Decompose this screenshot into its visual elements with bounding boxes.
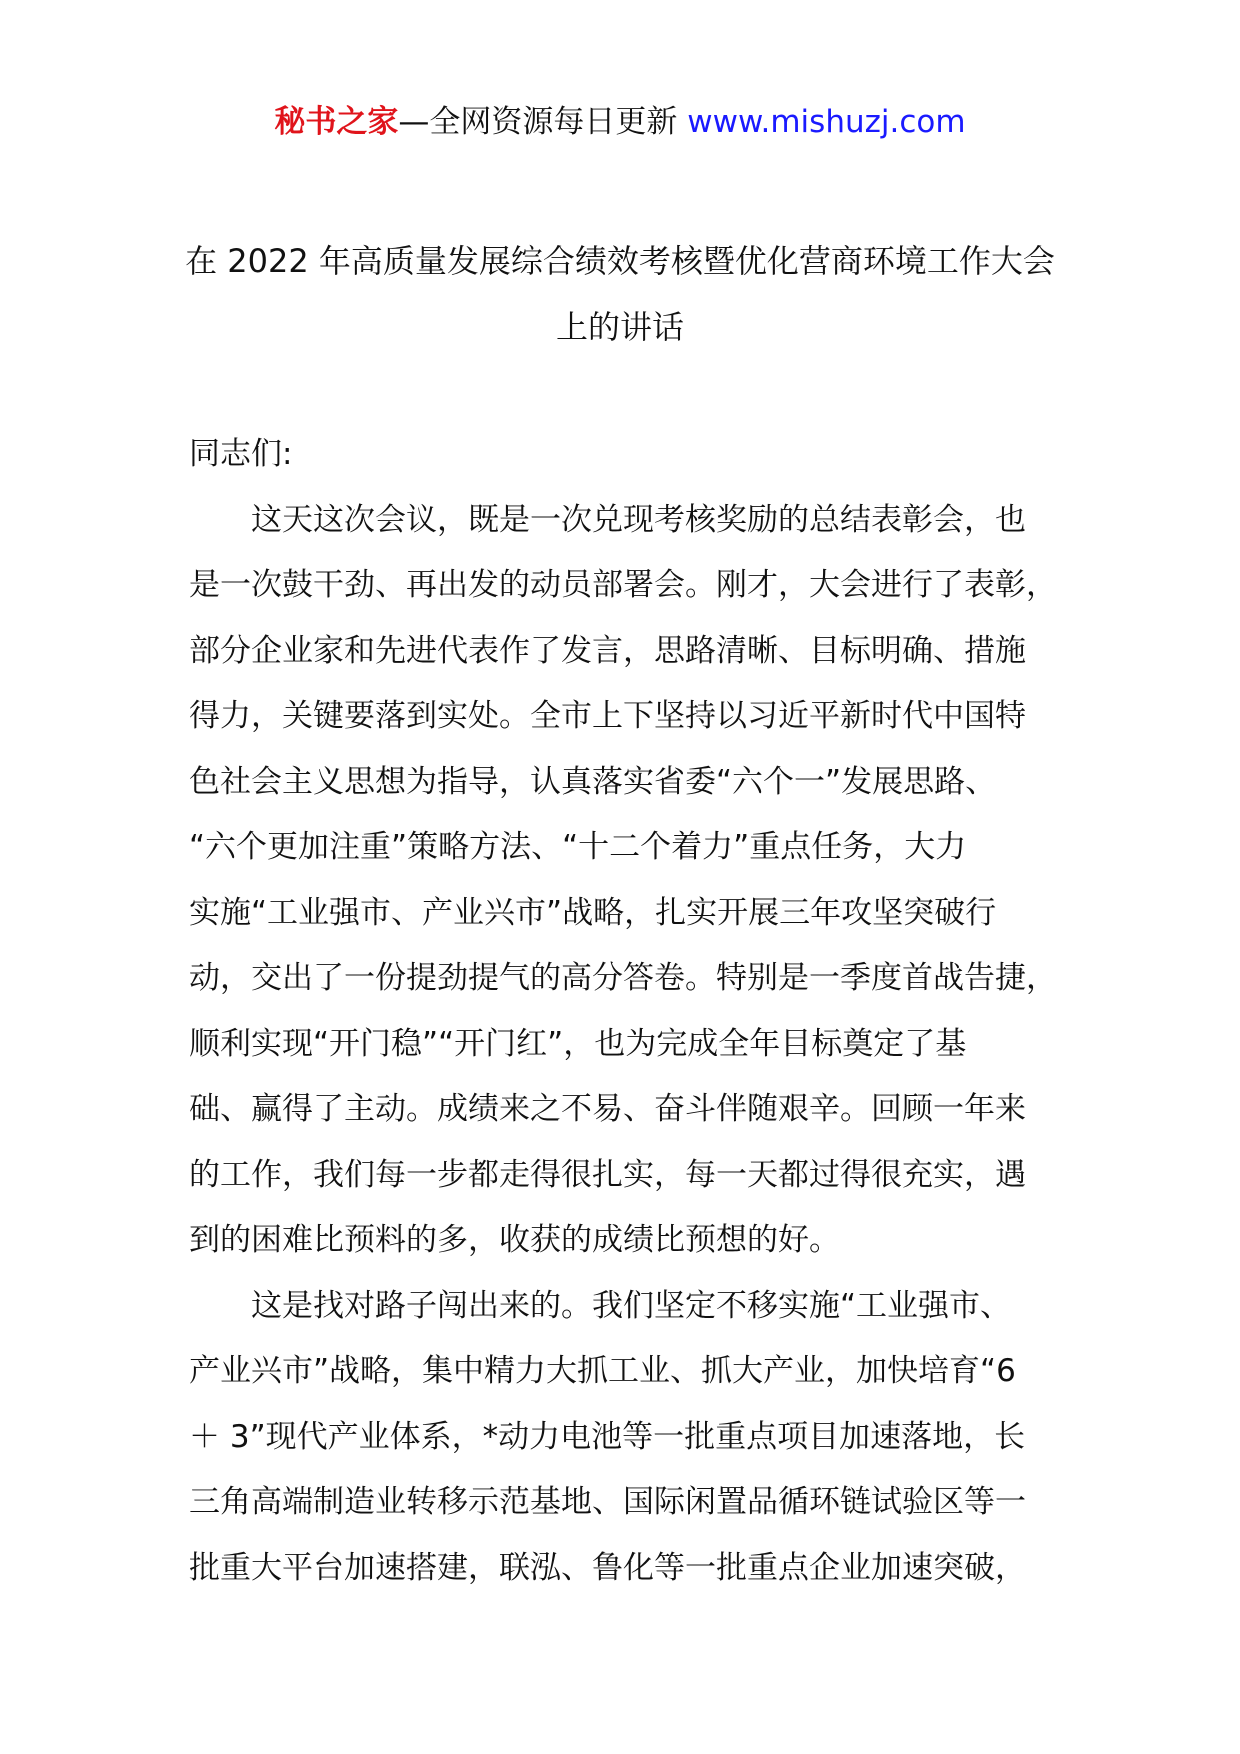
paragraph-line: 这天这次会议，既是一次兑现考核奖励的总结表彰会，也 [251,501,1026,538]
paragraph-line: 到的困难比预料的多，收获的成绩比预想的好。 [189,1222,840,1258]
paragraph-line: 的工作，我们每一步都走得很扎实，每一天都过得很充实，遇 [189,1156,1026,1193]
site-header [0,102,1240,142]
paragraph-line: 础、赢得了主动。成绩来之不易、奋斗伴随艰辛。回顾一年来 [189,1091,1026,1127]
paragraph-line: 批重大平台加速搭建，联泓、鲁化等一批重点企业加速突破， [189,1549,1026,1586]
paragraph-line: 产业兴市”战略，集中精力大抓工业、抓大产业，加快培育“6 [189,1353,1016,1389]
document-body [189,422,1079,1601]
paragraph-line: 这是找对路子闯出来的。我们坚定不移实施“工业强市、 [251,1287,1012,1324]
site-url-link[interactable]: www.mishuzj.com [687,104,966,140]
paragraph-line: 三角高端制造业转移示范基地、国际闲置品循环链试验区等一 [189,1484,1026,1520]
paragraph-line: 部分企业家和先进代表作了发言，思路清晰、目标明确、措施 [189,632,1026,669]
paragraph-line: ＋ 3”现代产业体系，*动力电池等一批重点项目加速落地，长 [189,1418,1026,1455]
paragraph-line: 得力，关键要落到实处。全市上下坚持以习近平新时代中国特 [189,698,1026,734]
title-line-2: 上的讲话 [555,308,684,346]
title-line-1: 在 2022 年高质量发展综合绩效考核暨优化营商环境工作大会 [185,242,1055,280]
paragraph-line: 是一次鼓干劲、再出发的动员部署会。刚才，大会进行了表彰， [189,567,1057,603]
brand-name: 秘书之家 [274,104,399,140]
paragraph-line: 动，交出了一份提劲提气的高分答卷。特别是一季度首战告捷， [189,960,1057,996]
paragraph-1 [189,488,1079,1274]
document-title [160,228,1080,360]
salutation: 同志们: [189,436,293,472]
paragraph-line: 实施“工业强市、产业兴市”战略，扎实开展三年攻坚突破行 [189,894,997,931]
paragraph-line: 色社会主义思想为指导，认真落实省委“六个一”发展思路、 [189,763,997,800]
paragraph-line: “六个更加注重”策略方法、“十二个着力”重点任务，大力 [189,829,967,865]
paragraph-line: 顺利实现“开门稳”“开门红”，也为完成全年目标奠定了基 [189,1025,967,1062]
header-tagline: —全网资源每日更新 [398,104,688,140]
paragraph-2 [189,1274,1079,1602]
